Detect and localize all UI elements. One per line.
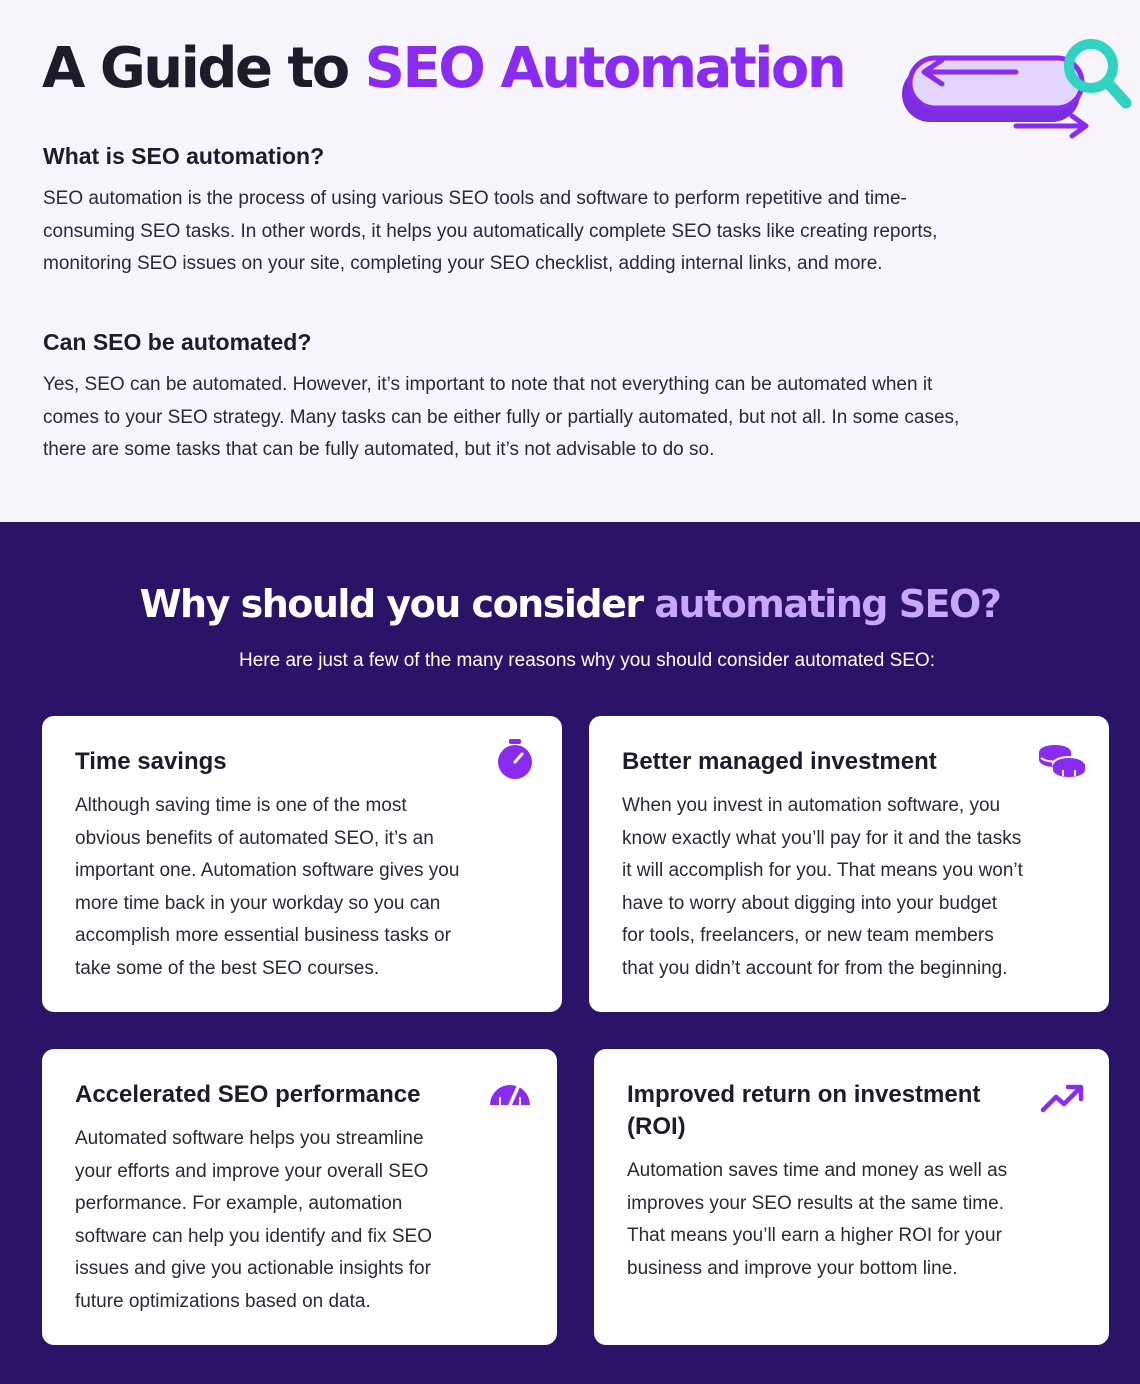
card-title: Accelerated SEO performance	[75, 1081, 421, 1108]
text-line: monitoring SEO issues on your site, completing your SEO checklist, adding internal links, and more.	[43, 253, 883, 274]
text-line: future optimizations based on data.	[75, 1290, 371, 1312]
text-line: SEO automation is the process of using various SEO tools and software to perform repetitive and time-	[43, 188, 907, 209]
reasons-title-accent: automating SEO?	[654, 582, 1001, 626]
text-line: Although saving time is one of the most	[75, 795, 407, 816]
section-text-what	[43, 183, 1103, 281]
text-line: Automated software helps you streamline	[75, 1128, 424, 1149]
section-text-can	[43, 369, 1103, 467]
card-improved-roi	[594, 1049, 1109, 1345]
text-line: consuming SEO tasks. In other words, it helps you automatically complete SEO tasks like creating reports,	[43, 220, 938, 242]
card-title: Better managed investment	[622, 748, 937, 775]
text-line: improves your SEO results at the same time.	[627, 1192, 1004, 1214]
card-text	[627, 1155, 1007, 1285]
search-illustration	[896, 30, 1136, 140]
magnifier-pill-icon	[896, 30, 1136, 140]
text-line: accomplish more essential business tasks or	[75, 925, 451, 946]
section-heading-can: Can SEO be automated?	[43, 329, 312, 355]
text-line: When you invest in automation software, you	[622, 795, 1001, 816]
trending-up-icon	[1040, 1083, 1084, 1113]
card-text	[75, 1123, 432, 1318]
page-title	[42, 34, 844, 104]
card-text	[75, 790, 459, 985]
card-title-line: Improved return on investment	[627, 1081, 981, 1108]
text-line: have to worry about digging into your budget	[622, 892, 997, 914]
card-time-savings	[42, 716, 562, 1012]
text-line: software can help you identify and fix SEO	[75, 1225, 432, 1247]
text-line: Yes, SEO can be automated. However, it’s important to note that not everything can be automated when it	[43, 374, 933, 395]
text-line: know exactly what you’ll pay for it and the tasks	[622, 827, 1022, 849]
text-line: it will accomplish for you. That means you won’t	[622, 860, 1023, 881]
title-prefix: A Guide to	[42, 36, 365, 101]
card-title-line: (ROI)	[627, 1113, 686, 1140]
text-line: comes to your SEO strategy. Many tasks can be either fully or partially automated, but not all. In some cases,	[43, 406, 960, 428]
text-line: obvious benefits of automated SEO, it’s an	[75, 827, 434, 849]
text-line: more time back in your workday so you can	[75, 892, 441, 914]
card-text	[622, 790, 1023, 985]
text-line: for tools, freelancers, or new team members	[622, 925, 994, 946]
reasons-title-prefix: Why should you consider	[139, 582, 655, 626]
title-accent: SEO Automation	[364, 36, 845, 101]
text-line: That means you’ll earn a higher ROI for your	[627, 1225, 1002, 1246]
coins-icon	[1037, 742, 1087, 778]
text-line: your efforts and improve your overall SEO	[75, 1160, 429, 1182]
card-better-investment	[589, 716, 1109, 1012]
text-line: important one. Automation software gives you	[75, 860, 460, 881]
text-line: take some of the best SEO courses.	[75, 957, 380, 979]
reasons-title	[0, 578, 1140, 630]
card-title	[627, 1079, 980, 1143]
text-line: business and improve your bottom line.	[627, 1257, 958, 1279]
reasons-subtitle: Here are just a few of the many reasons why you should consider automated SEO:	[239, 650, 935, 671]
text-line: issues and give you actionable insights for	[75, 1258, 431, 1279]
card-title: Time savings	[75, 748, 227, 775]
stopwatch-icon	[496, 738, 534, 780]
card-accelerated-performance	[42, 1049, 557, 1345]
speedometer-icon	[488, 1077, 532, 1107]
text-line: there are some tasks that can be fully automated, but it’s not advisable to do so.	[43, 439, 715, 460]
text-line: Automation saves time and money as well as	[627, 1160, 1008, 1181]
text-line: performance. For example, automation	[75, 1193, 403, 1214]
text-line: that you didn’t account for from the beginning.	[622, 957, 1008, 979]
section-heading-what: What is SEO automation?	[43, 143, 325, 169]
